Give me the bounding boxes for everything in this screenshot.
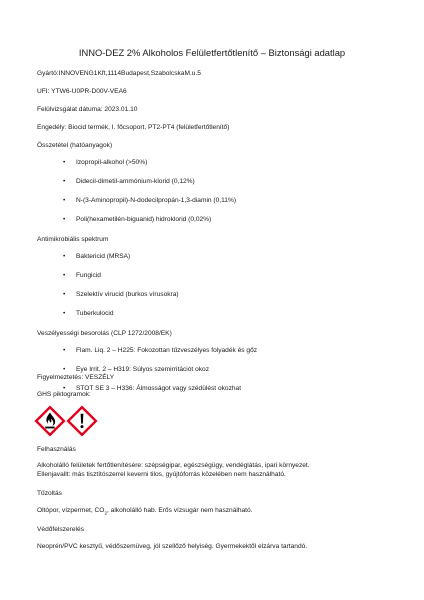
signal-word: Figyelmeztetés: VESZÉLY: [37, 374, 115, 381]
composition-item: Izopropil-alkohol (>50%): [76, 159, 148, 166]
bullet-icon: •: [63, 178, 66, 185]
manufacturer-line: Gyártó:INNOVENG1Kft,1114Budapest,SzabolcskaM.u.5: [37, 70, 201, 77]
ppe-heading: Védőfelszerelés: [37, 526, 84, 533]
bullet-icon: •: [63, 366, 66, 373]
bullet-icon: •: [63, 159, 66, 166]
bullet-icon: •: [63, 347, 66, 354]
ghs-heading: GHS piktogramok:: [37, 391, 91, 398]
spectrum-heading: Antimikrobiális spektrum: [37, 236, 109, 243]
bullet-icon: •: [63, 310, 66, 317]
bullet-icon: •: [63, 197, 66, 204]
bullet-icon: •: [63, 216, 66, 223]
bullet-icon: •: [63, 291, 66, 298]
exclamation-mark-pictogram-icon: [66, 405, 98, 437]
hazard-item: STOT SE 3 – H336: Álmosságot vagy szédülést okozhat: [76, 385, 242, 392]
usage-contraindication: Ellenjavallt: más tisztítószerrel keverni tilos, gyújtóforrás közelében nem használható.: [37, 471, 286, 478]
hazard-heading: Veszélyességi besorolás (CLP 1272/2008/EK): [37, 330, 172, 337]
hazard-item: Eye Irrit. 2 – H319: Súlyos szemirritációt okoz: [76, 366, 210, 373]
usage-heading: Felhasználás: [37, 446, 76, 453]
spectrum-item: Szelektív virucid (burkos vírusokra): [76, 291, 179, 298]
ppe-text: Neoprén/PVC kesztyű, védőszemüveg, jól szellőző helyiség. Gyermekektől elzárva tartandó.: [37, 543, 308, 550]
document-title: INNO-DEZ 2% Alkoholos Felületfertőtlenítő – Biztonsági adatlap: [78, 47, 346, 58]
ufi-line: UFI: YTW6-U0PR-D00V-VEA6: [37, 88, 127, 95]
bullet-icon: •: [63, 272, 66, 279]
spectrum-item: Baktericid (MRSA): [76, 253, 131, 260]
hazard-item: Flam. Liq. 2 – H225: Fokozottan tűzveszélyes folyadék és gőz: [76, 347, 258, 354]
flame-pictogram-icon: [34, 405, 66, 437]
composition-item: Didecil-dimetil-ammónium-klorid (0,12%): [76, 178, 195, 185]
permit-line: Engedély: Biocid termék, I. főcsoport, PT2-PT4 (felületfertőtlenítő): [37, 124, 230, 131]
composition-heading: Összetétel (hatóanyagok): [37, 142, 113, 149]
fire-heading: Tűzoltás: [37, 490, 62, 497]
bullet-icon: •: [63, 253, 66, 260]
composition-item: N-(3-Aminopropil)-N-dodecilpropán-1,3-diamin (0,11%): [76, 197, 237, 204]
bullet-icon: •: [63, 385, 66, 392]
spectrum-item: Tuberkulocid: [76, 310, 114, 317]
review-date-line: Felülvizsgálat dátuma: 2023.01.10: [37, 106, 138, 113]
usage-text: Alkoholálló felületek fertőtlenítésére: szépségipar, egészségügy, vendéglátás, ipari környezet.: [37, 462, 310, 469]
composition-item: Poli(hexametilén-biguanid) hidroklorid (0,02%): [76, 216, 212, 223]
spectrum-item: Fungicid: [76, 272, 101, 279]
fire-text: Oltópor, vízpermet, $CO_2$, alkoholálló hab. Erős vízsugár nem használható.: [37, 507, 253, 516]
